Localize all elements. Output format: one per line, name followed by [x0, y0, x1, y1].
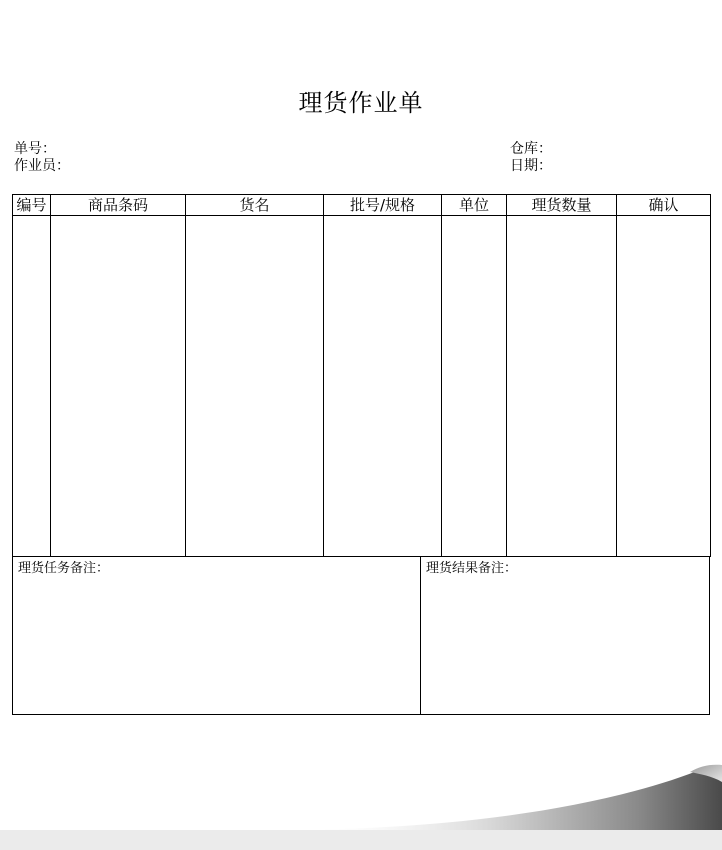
result-notes-box[interactable] — [421, 557, 709, 714]
header-confirm: 确认 — [617, 195, 711, 216]
cell-number[interactable] — [13, 216, 51, 557]
table-body-row — [13, 216, 711, 557]
cell-confirm[interactable] — [617, 216, 711, 557]
date-label: 日期： — [510, 158, 552, 174]
task-notes-box[interactable] — [13, 557, 421, 714]
cell-batch-spec[interactable] — [324, 216, 442, 557]
cell-barcode[interactable] — [51, 216, 186, 557]
operator-label: 作业员： — [14, 158, 70, 174]
header-barcode: 商品条码 — [51, 195, 186, 216]
curl-shadow — [300, 768, 722, 830]
header-quantity: 理货数量 — [507, 195, 617, 216]
goods-table — [12, 194, 711, 557]
header-goods-name: 货名 — [186, 195, 324, 216]
cell-unit[interactable] — [442, 216, 507, 557]
table-header-row — [13, 195, 711, 216]
page-curl-decoration — [0, 740, 722, 850]
document-title: 理货作业单 — [298, 89, 424, 117]
header-number: 编号 — [13, 195, 51, 216]
notes-section — [12, 556, 710, 715]
order-number-label: 单号： — [14, 141, 56, 157]
cell-quantity[interactable] — [507, 216, 617, 557]
header-unit: 单位 — [442, 195, 507, 216]
result-notes-label: 理货结果备注： — [426, 561, 518, 576]
warehouse-label: 仓库： — [510, 141, 552, 157]
cell-goods-name[interactable] — [186, 216, 324, 557]
page-bottom-band — [0, 830, 722, 850]
header-batch-spec: 批号/规格 — [324, 195, 442, 216]
task-notes-label: 理货任务备注： — [18, 561, 110, 576]
